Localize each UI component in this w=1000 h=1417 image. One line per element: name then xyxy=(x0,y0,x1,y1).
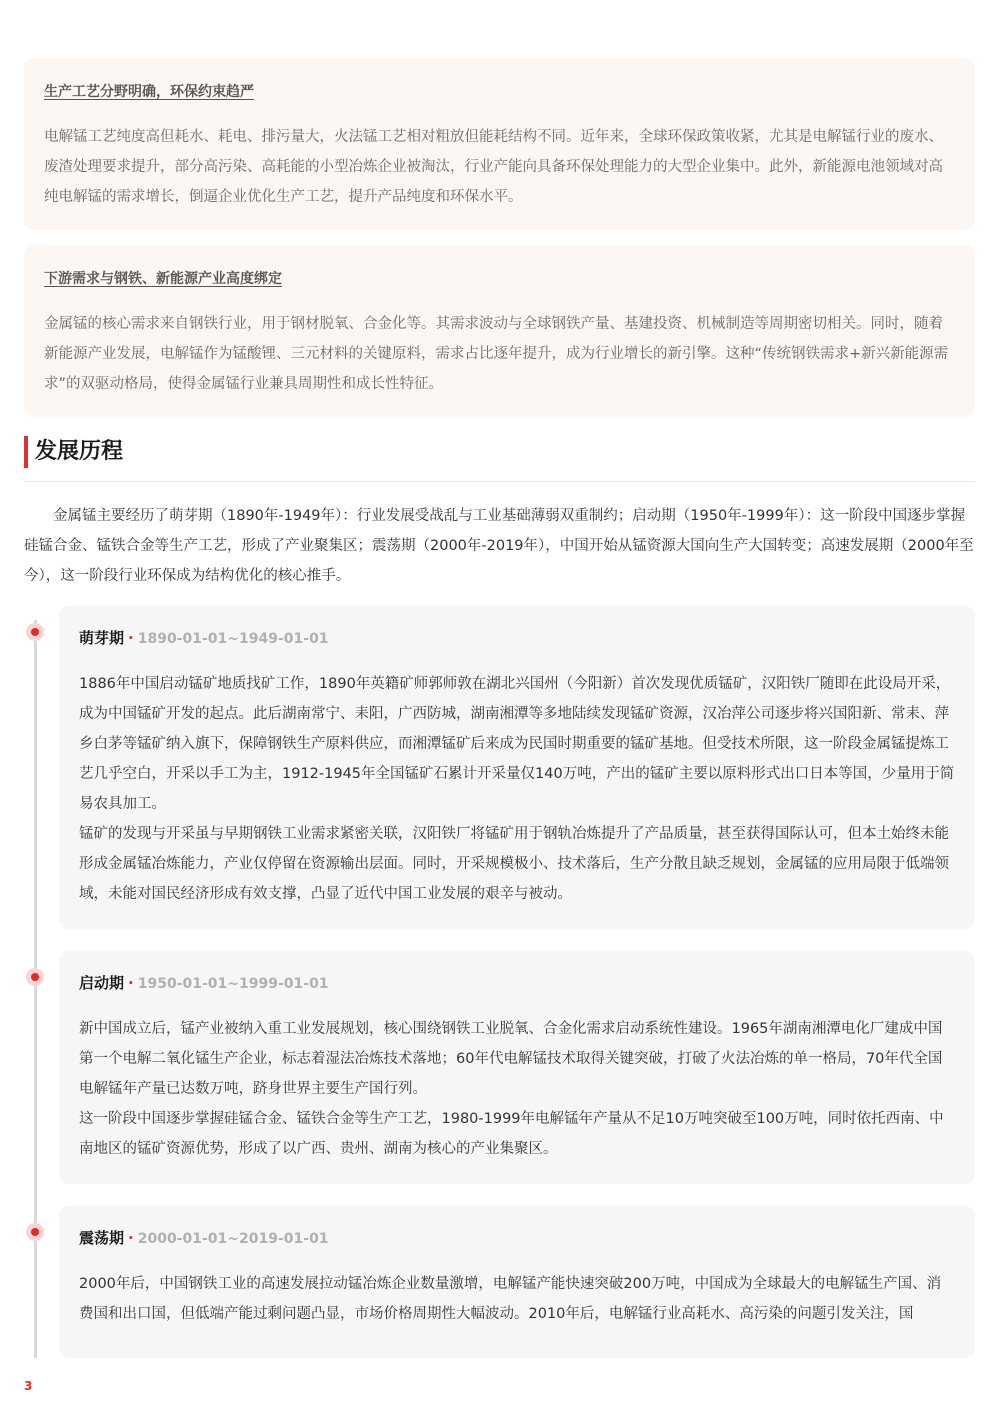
timeline-dot-icon xyxy=(26,968,44,986)
phase-name: 震荡期 xyxy=(79,1229,125,1247)
timeline-dot-icon xyxy=(26,1223,44,1241)
timeline-phase-startup xyxy=(59,951,975,1184)
phase-date: 2000-01-01~2019-01-01 xyxy=(137,1231,329,1247)
phase-paragraph: 1886年中国启动锰矿地质找矿工作，1890年英籍矿师郭师敦在湖北兴国州（今阳新）首次发现优质锰矿，汉阳铁厂随即在此设局开采，成为中国锰矿开发的起点。此后湖南常宁、耒阳，广西防城，湖南湘潭等多地陆续发现锰矿资源，汉冶萍公司逐步将兴国阳新、常耒、萍乡白茅等锰矿纳入旗下，保障钢铁生产原料供应，而湘潭锰矿后来成为民国时期重要的锰矿基地。但受技术所限，这一阶段金属锰提炼工艺几乎空白，开采以手工为主，1912-1945年全国锰矿石累计开采量仅140万吨，产出的锰矿主要以原料形式出口日本等国，少量用于简易农具加工。 xyxy=(79,676,955,812)
phase-separator: · xyxy=(128,629,134,647)
timeline-phase-volatility xyxy=(59,1206,975,1358)
info-card-process xyxy=(24,58,975,230)
phase-header xyxy=(79,971,955,996)
phase-separator: · xyxy=(128,1229,134,1247)
timeline-dot-icon xyxy=(26,623,44,641)
timeline-phase-germination xyxy=(59,606,975,929)
phase-header xyxy=(79,1226,955,1251)
section-divider xyxy=(24,481,975,482)
phase-separator: · xyxy=(128,974,134,992)
section-title: 发展历程 xyxy=(24,436,123,468)
phase-paragraph: 这一阶段中国逐步掌握硅锰合金、锰铁合金等生产工艺，1980-1999年电解锰年产量从不足10万吨突破至100万吨，同时依托西南、中南地区的锰矿资源优势，形成了以广西、贵州、湖南为核心的产业集聚区。 xyxy=(79,1111,944,1157)
info-card-demand xyxy=(24,245,975,417)
card-title: 生产工艺分野明确，环保约束趋严 xyxy=(44,84,254,100)
card-text: 金属锰的核心需求来自钢铁行业，用于钢材脱氧、合金化等。其需求波动与全球钢铁产量、基建投资、机械制造等周期密切相关。同时，随着新能源产业发展，电解锰作为锰酸锂、三元材料的关键原料，需求占比逐年提升，成为行业增长的新引擎。这种“传统钢铁需求+新兴新能源需求”的双驱动格局，使得金属锰行业兼具周期性和成长性特征。 xyxy=(44,316,949,392)
timeline-line xyxy=(34,620,37,1358)
phase-paragraph: 2000年后，中国钢铁工业的高速发展拉动锰冶炼企业数量激增，电解锰产能快速突破200万吨，中国成为全球最大的电解锰生产国、消费国和出口国，但低端产能过剩问题凸显，市场价格周期性大幅波动。2010年后，电解锰行业高耗水、高污染的问题引发关注，国 xyxy=(79,1276,942,1322)
section-intro: 金属锰主要经历了萌芽期（1890年-1949年）：行业发展受战乱与工业基础薄弱双重制约；启动期（1950年-1999年）：这一阶段中国逐步掌握硅锰合金、锰铁合金等生产工艺，形成了产业聚集区；震荡期（2000年-2019年），中国开始从锰资源大国向生产大国转变；高速发展期（2000年至今），这一阶段行业环保成为结构优化的核心推手。 xyxy=(24,508,974,584)
page-number: 3 xyxy=(24,1379,33,1393)
card-title: 下游需求与钢铁、新能源产业高度绑定 xyxy=(44,271,282,287)
phase-name: 萌芽期 xyxy=(79,629,125,647)
phase-header xyxy=(79,626,955,651)
card-text: 电解锰工艺纯度高但耗水、耗电、排污量大，火法锰工艺相对粗放但能耗结构不同。近年来，全球环保政策收紧，尤其是电解锰行业的废水、废渣处理要求提升，部分高污染、高耗能的小型冶炼企业被淘汰，行业产能向具备环保处理能力的大型企业集中。此外，新能源电池领域对高纯电解锰的需求增长，倒逼企业优化生产工艺，提升产品纯度和环保水平。 xyxy=(44,129,943,205)
phase-paragraph: 锰矿的发现与开采虽与早期钢铁工业需求紧密关联，汉阳铁厂将锰矿用于钢轨冶炼提升了产品质量，甚至获得国际认可，但本土始终未能形成金属锰冶炼能力，产业仅停留在资源输出层面。同时，开采规模极小、技术落后，生产分散且缺乏规划，金属锰的应用局限于低端领域，未能对国民经济形成有效支撑，凸显了近代中国工业发展的艰辛与被动。 xyxy=(79,826,949,902)
phase-date: 1890-01-01~1949-01-01 xyxy=(137,631,329,647)
phase-paragraph: 新中国成立后，锰产业被纳入重工业发展规划，核心围绕钢铁工业脱氧、合金化需求启动系统性建设。1965年湖南湘潭电化厂建成中国第一个电解二氧化锰生产企业，标志着湿法冶炼技术落地；60年代电解锰技术取得关键突破，打破了火法冶炼的单一格局，70年代全国电解锰年产量已达数万吨，跻身世界主要生产国行列。 xyxy=(79,1021,943,1097)
phase-name: 启动期 xyxy=(79,974,125,992)
phase-date: 1950-01-01~1999-01-01 xyxy=(137,976,329,992)
